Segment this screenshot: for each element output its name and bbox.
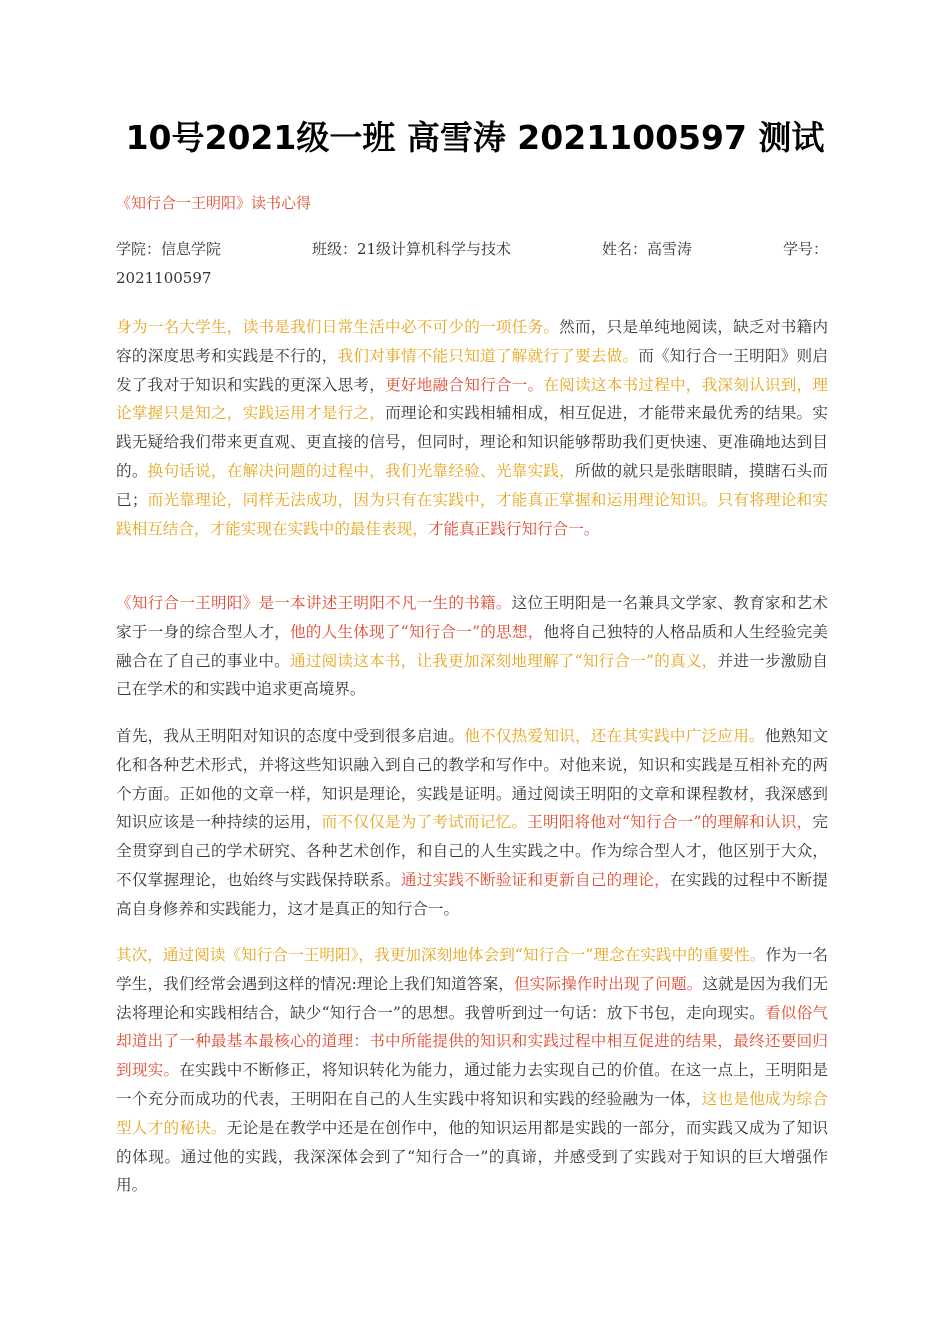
student-info	[116, 235, 828, 293]
text-segment: 换句话说，在解决问题的过程中，我们光靠经验、光靠实践，	[147, 461, 575, 480]
text-segment: 无论是在教学中还是在创作中，他的知识运用都是实践的一部分，而实践又成为了知识的体现。通过他的实践，我深深体会到了“知行合一”的真谛，并感受到了实践对于知识的巨大增强作用。	[116, 1118, 828, 1195]
essay-subtitle: 《知行合一王明阳》读书心得	[116, 194, 312, 212]
text-segment: 他将自己独特的人格品质和人生经验完美融合在了自己的事业中。	[116, 622, 828, 670]
text-segment: 作为一名学生，我们经常会遇到这样的情况:理论上我们知道答案，	[116, 946, 828, 993]
class-field: 班级：21级计算机科学与技术	[311, 240, 512, 258]
text-segment: 这就是因为我们无法将理论和实践相结合，缺少“知行合一”的思想。我曾听到过一句话：放下书包，走向现实。	[116, 974, 828, 1022]
student-id-value: 2021100597	[116, 269, 212, 287]
text-segment: 而光靠理论，同样无法成功，因为只有在实践中，才能真正掌握和运用理论知识。只有将理论和实践相互结合，才能实现在实践中的最佳表现，	[116, 490, 828, 538]
text-segment: 在阅读这本书过程中，我深刻认识到，理论掌握只是知之，实践运用才是行之，	[116, 375, 828, 423]
name-field: 姓名：高雪涛	[602, 240, 693, 258]
document-title: 10号2021级一班 高雪涛 2021100597 测试	[125, 118, 825, 157]
text-segment: 完全贯穿到自己的学术研究、各种艺术创作，和自己的人生实践之中。作为综合型人才，他区别于大众，不仅掌握理论，也始终与实践保持联系。	[116, 813, 828, 889]
paragraph-3	[116, 722, 828, 924]
college-field: 学院：信息学院	[116, 240, 222, 258]
text-segment: 而《知行合一王明阳》则启发了我对于知识和实践的更深入思考，	[116, 346, 828, 394]
text-segment: 王明阳将他对“知行合一”的理解和认识，	[527, 813, 813, 832]
text-segment: 所做的就只是张瞎眼睛，摸瞎石头而已；	[116, 461, 828, 509]
paragraph-4	[116, 941, 828, 1200]
student-id-label: 学号：	[782, 240, 828, 258]
text-segment: 而不仅仅是为了考试而记忆。	[321, 813, 528, 832]
text-segment: 他熟知文化和各种艺术形式，并将这些知识融入到自己的教学和写作中。对他来说，知识和实践是互相补充的两个方面。正如他的文章一样，知识是理论，实践是证明。通过阅读王明阳的文章和课程教材，我深感到知识应该是一种持续的运用，	[116, 727, 828, 832]
text-segment: 我们对事情不能只知道了解就行了要去做。	[337, 346, 639, 365]
text-segment: 而理论和实践相辅相成，相互促进，才能带来最优秀的结果。实践无疑给我们带来更直观、更直接的信号，但同时，理论和知识能够帮助我们更快速、更准确地达到目的。	[116, 404, 828, 480]
text-segment: 才能真正践行知行合一。	[427, 519, 600, 538]
student-id-row	[116, 264, 828, 293]
student-info-row	[116, 235, 828, 264]
text-segment: 看似俗气却道出了一种最基本最核心的道理：书中所能提供的知识和实践过程中相互促进的结果，最终还要回归到现实。	[116, 1003, 828, 1080]
paragraph-1	[116, 313, 828, 543]
paragraph-2	[116, 589, 828, 704]
text-segment: 通过阅读这本书，让我更加深刻地理解了“知行合一”的真义，	[289, 651, 718, 670]
text-segment: 首先，我从王明阳对知识的态度中受到很多启迪。	[116, 727, 465, 745]
text-segment: 其次，通过阅读《知行合一王明阳》，我更加深刻地体会到“知行合一”理念在实践中的重要性。	[116, 946, 766, 964]
text-segment: 这也是他成为综合型人才的秘诀。	[116, 1089, 828, 1137]
text-segment: 他的人生体现了“知行合一”的思想，	[289, 622, 544, 641]
text-segment: 更好地融合知行合一。	[385, 375, 544, 394]
text-segment: 但实际操作时出现了问题。	[513, 974, 703, 993]
text-segment: 并进一步激励自己在学术的和实践中追求更高境界。	[116, 651, 828, 699]
text-segment: 他不仅热爱知识，还在其实践中广泛应用。	[464, 727, 765, 745]
text-segment: 这位王明阳是一名兼具文学家、教育家和艺术家于一身的综合型人才，	[116, 594, 828, 641]
text-segment: 然而，只是单纯地阅读，缺乏对书籍内容的深度思考和实践是不行的，	[116, 318, 828, 365]
text-segment: 在实践中不断修正，将知识转化为能力，通过能力去实现自己的价值。在这一点上，王明阳是一个充分而成功的代表，王明阳在自己的人生实践中将知识和实践的经验融为一体，	[116, 1061, 828, 1108]
text-segment: 在实践的过程中不断提高自身修养和实践能力，这才是真正的知行合一。	[116, 870, 828, 918]
text-segment: 身为一名大学生，读书是我们日常生活中必不可少的一项任务。	[116, 318, 560, 336]
text-segment: 《知行合一王明阳》是一本讲述王明阳不凡一生的书籍。	[116, 594, 512, 612]
text-segment: 通过实践不断验证和更新自己的理论，	[400, 870, 670, 889]
